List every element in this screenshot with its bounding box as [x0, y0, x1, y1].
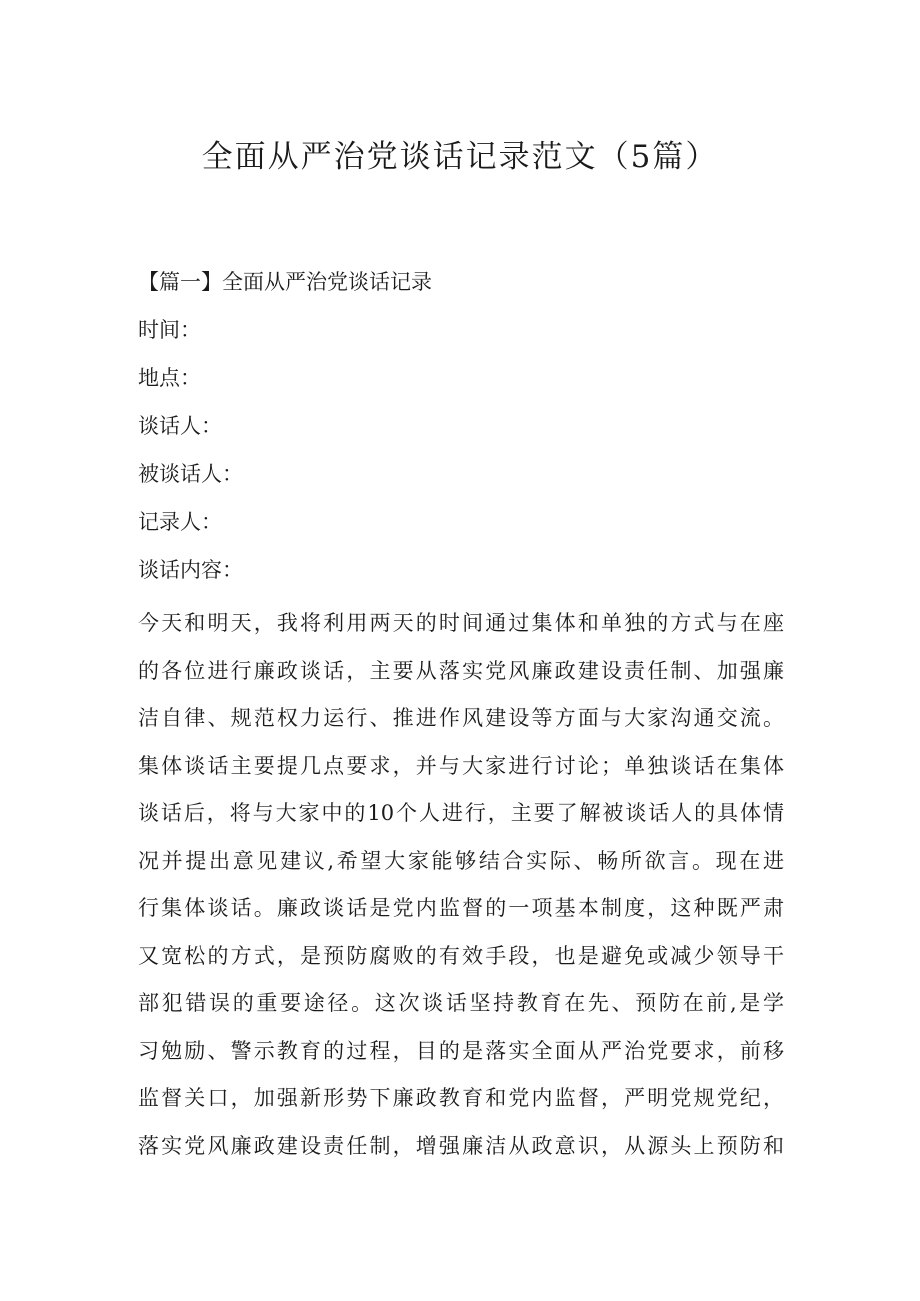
field-time-label: 时间：	[138, 318, 201, 342]
body-line: 部犯错误的重要途径。这次谈话坚持教育在先、预防在前,是学	[138, 991, 784, 1015]
field-interviewee-label: 被谈话人：	[138, 462, 243, 486]
document-title: 全面从严治党谈话记录范文（5篇）	[201, 139, 719, 175]
body-line: 洁自律、规范权力运行、推进作风建设等方面与大家沟通交流。	[138, 706, 784, 730]
field-content-label: 谈话内容：	[138, 558, 243, 582]
body-line: 况并提出意见建议,希望大家能够结合实际、畅所欲言。现在进	[138, 848, 784, 873]
body-line: 的各位进行廉政谈话，主要从落实党风廉政建设责任制、加强廉	[138, 658, 784, 683]
body-line: 行集体谈话。廉政谈话是党内监督的一项基本制度，这种既严肃	[138, 896, 784, 920]
body-line: 又宽松的方式，是预防腐败的有效手段，也是避免或减少领导干	[138, 943, 784, 968]
body-line: 监督关口，加强新形势下廉政教育和党内监督，严明党规党纪，	[138, 1086, 784, 1110]
body-line: 谈话后，将与大家中的10个人进行，主要了解被谈话人的具体情	[138, 801, 784, 825]
section-heading: 【篇一】全面从严治党谈话记录	[138, 270, 432, 294]
body-line: 集体谈话主要提几点要求，并与大家进行讨论；单独谈话在集体	[138, 753, 784, 778]
field-speaker-label: 谈话人：	[138, 414, 222, 438]
body-line: 落实党风廉政建设责任制，增强廉洁从政意识，从源头上预防和	[138, 1133, 784, 1158]
body-line: 今天和明天，我将利用两天的时间通过集体和单独的方式与在座	[138, 611, 784, 635]
field-recorder-label: 记录人：	[138, 510, 222, 534]
field-location-label: 地点：	[138, 366, 201, 390]
body-paragraph	[138, 600, 784, 1170]
body-line: 习勉励、警示教育的过程，目的是落实全面从严治党要求，前移	[138, 1038, 784, 1063]
